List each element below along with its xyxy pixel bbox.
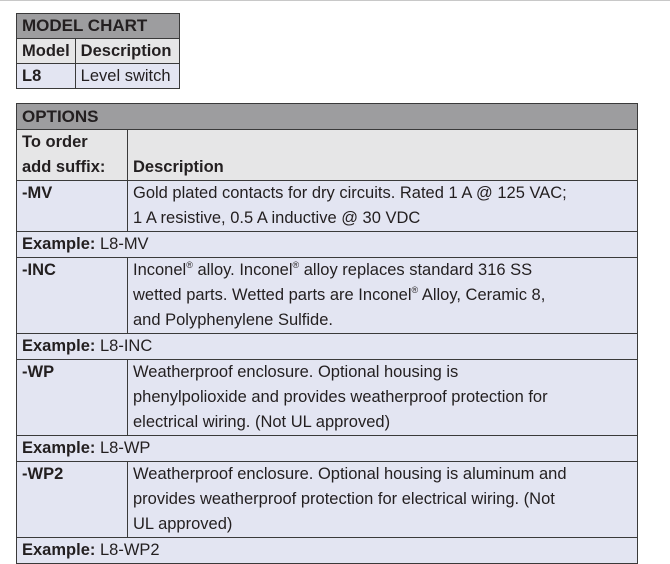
top-divider <box>0 0 670 1</box>
option-row <box>17 360 638 436</box>
example-value: L8-INC <box>99 337 153 355</box>
option-row <box>17 462 638 538</box>
option-suffix: -WP2 <box>17 462 128 538</box>
option-row <box>17 181 638 232</box>
option-description <box>128 181 638 232</box>
suffix-header-line2: add suffix: <box>22 158 106 176</box>
example-value: L8-WP <box>99 439 151 457</box>
options-table <box>16 103 638 564</box>
example-value: L8-MV <box>99 235 149 253</box>
option-description <box>128 462 638 538</box>
description-text: alloy. Inconel <box>192 261 293 279</box>
option-description <box>128 360 638 436</box>
example-label: Example: <box>22 439 96 457</box>
options-description-header: Description <box>128 130 638 181</box>
model-chart-table <box>16 13 180 89</box>
description-line: 1 A resistive, 0.5 A inductive @ 30 VDC <box>133 209 421 227</box>
model-chart-title: MODEL CHART <box>17 14 180 39</box>
description-line: provides weatherproof protection for electrical wiring. (Not <box>133 490 555 508</box>
example-value: L8-WP2 <box>99 541 160 559</box>
model-description-cell: Level switch <box>75 64 179 89</box>
description-line: Weatherproof enclosure. Optional housing is <box>133 363 459 381</box>
description-line: phenylpolioxide and provides weatherproof protection for <box>133 388 548 406</box>
example-label: Example: <box>22 541 96 559</box>
option-suffix: -WP <box>17 360 128 436</box>
options-title: OPTIONS <box>17 104 638 130</box>
description-text: alloy replaces standard 316 SS <box>299 261 533 279</box>
description-text: and Polyphenylene Sulfide. <box>133 311 333 329</box>
suffix-header-line1: To order <box>22 133 88 151</box>
registered-mark: ® <box>292 259 300 270</box>
model-column-header: Model <box>17 39 76 64</box>
description-line: UL approved) <box>133 515 233 533</box>
suffix-column-header <box>17 130 128 181</box>
description-column-header: Description <box>75 39 179 64</box>
model-cell: L8 <box>17 64 76 89</box>
example-row <box>17 334 638 360</box>
example-row <box>17 538 638 564</box>
example-label: Example: <box>22 337 96 355</box>
registered-mark: ® <box>411 284 419 295</box>
option-suffix: -INC <box>17 258 128 334</box>
option-suffix: -MV <box>17 181 128 232</box>
option-description <box>128 258 638 334</box>
description-line: electrical wiring. (Not UL approved) <box>133 413 391 431</box>
description-text: Inconel <box>133 261 187 279</box>
option-row <box>17 258 638 334</box>
example-row <box>17 232 638 258</box>
description-text: wetted parts. Wetted parts are Inconel <box>133 286 412 304</box>
registered-mark: ® <box>186 259 193 270</box>
description-line: Gold plated contacts for dry circuits. Rated 1 A @ 125 VAC; <box>133 184 567 202</box>
description-line: Weatherproof enclosure. Optional housing is aluminum and <box>133 465 567 483</box>
example-label: Example: <box>22 235 96 253</box>
description-text: Alloy, Ceramic 8, <box>418 286 546 304</box>
example-row <box>17 436 638 462</box>
